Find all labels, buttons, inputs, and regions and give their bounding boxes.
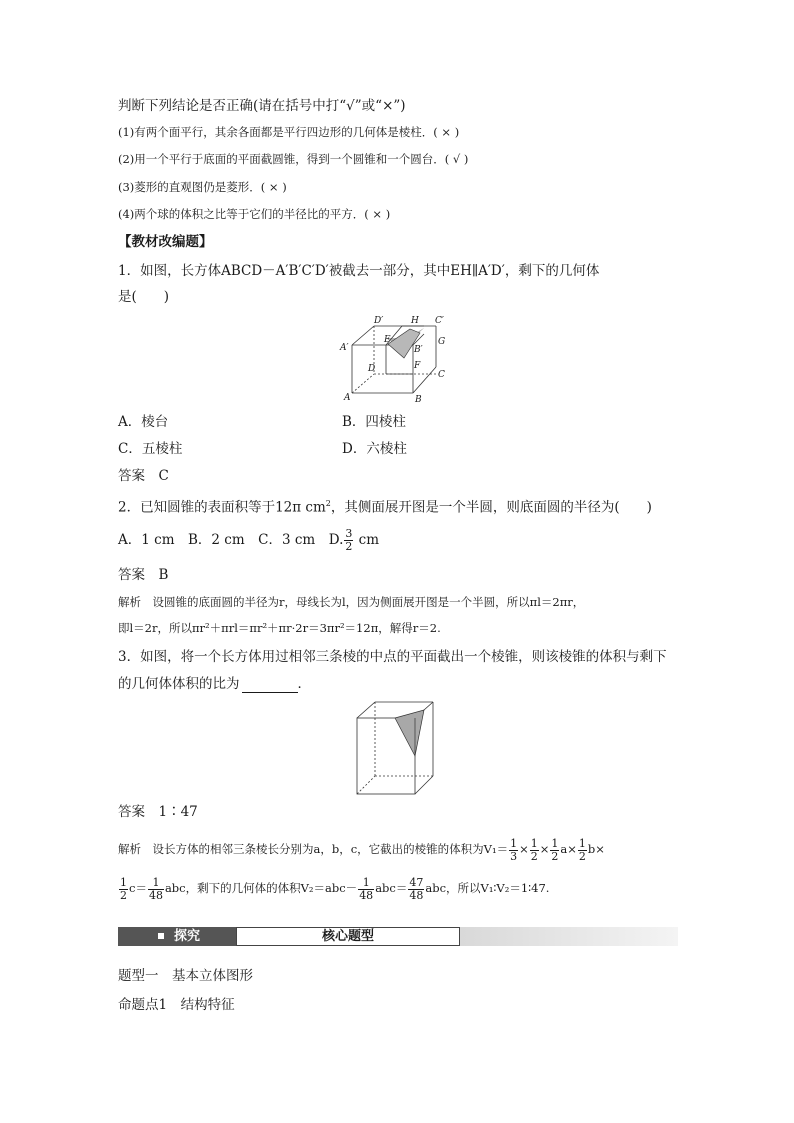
q1-option-d: D．六棱柱 [342,441,407,457]
q1-stem: 1．如图，长方体ABCD－A′B′C′D′被截去一部分，其中EH∥A′D′，剩下的几何体 [118,263,600,279]
fraction: $\frac{1}{2}$ [530,836,538,863]
fraction: $\frac{1}{48}$ [359,875,374,902]
q3-analysis-line1: 解析 设长方体的相邻三条棱长分别为a，b，c，它截出的棱锥的体积为V₁＝ $\frac{1}{3}$ × $\frac{1}{2}$ × $\frac{1}{2}$ a× $\frac{1}{2}$ b× [118,836,605,863]
q2-stem [118,495,652,517]
q2-option-d-fraction: $\frac{3}{2}$ [345,527,353,553]
label-a: A [344,393,351,403]
type-heading: 题型一 基本立体图形 [118,968,253,984]
q3-cuboid-figure [355,700,437,796]
label-e: E [384,335,391,345]
q3-stem: 3．如图，将一个长方体用过相邻三条棱的中点的平面截出一个棱锥，则该棱锥的体积与剩下 [118,649,667,665]
label-d: D [368,364,376,374]
label-cp: C′ [435,316,444,326]
q2-stem-suffix: ，其侧面展开图是一个半圆，则底面圆的半径为( ) [330,499,652,516]
q2-options [118,528,379,553]
fraction: $\frac{1}{3}$ [510,836,518,863]
judge-item-2: (2)用一个平行于底面的平面截圆锥，得到一个圆锥和一个圆台．( √ ) [118,152,469,166]
fraction: $\frac{47}{48}$ [409,875,424,902]
q2-option-d-unit: cm [354,532,380,548]
q3-stem-end: ． [297,676,311,692]
q3-analysis-text: 解析 设长方体的相邻三条棱长分别为a，b，c，它截出的棱锥的体积为V₁＝ [118,842,509,856]
point-heading: 命题点1 结构特征 [118,997,235,1013]
q2-options-text: A．1 cm B．2 cm C．3 cm D. [118,532,344,548]
q2-stem-prefix: 2．已知圆锥的表面积等于12π cm [118,499,326,516]
fraction: $\frac{1}{2}$ [120,875,127,902]
q1-stem-cont: 是( ) [118,289,170,305]
label-f: F [414,361,421,371]
label-dp: D′ [374,316,384,326]
label-c: C [438,370,445,380]
q2-answer: 答案 B [118,567,169,583]
q3-analysis-line2: $\frac{1}{2}$ c＝ $\frac{1}{48}$ abc，剩下的几何体的体积V₂＝abc－ $\frac{1}{48}$ abc＝ $\frac{47}{48}$ abc，所以V₁∶V₂＝1∶47. [120,875,550,902]
banner-left [118,927,236,946]
fraction: $\frac{1}{48}$ [148,875,163,902]
q3-stem-cont [118,675,311,693]
fraction: $\frac{1}{2}$ [551,836,559,863]
banner-left-text: 探究 [174,929,201,944]
q2-analysis-line2: 即l＝2r，所以πr²＋πrl＝πr²＋πr·2r＝3πr²＝12π，解得r＝2. [118,621,441,635]
fraction: $\frac{1}{2}$ [578,836,586,863]
q1-answer: 答案 C [118,468,169,484]
q2-stem-sup: 2 [325,499,331,508]
q1-option-a: A．棱台 [118,414,169,430]
label-h: H [411,316,419,326]
square-bullet-icon [158,933,164,939]
banner-tab: 核心题型 [236,927,460,946]
q3-answer-blank [242,678,298,693]
q3-stem-text: 的几何体体积的比为 [118,676,240,692]
judge-item-3: (3)菱形的直观图仍是菱形．( × ) [118,180,287,194]
q1-option-c: C．五棱柱 [118,441,183,457]
label-ap: A′ [340,343,349,353]
section-banner [118,927,678,946]
label-g: G [438,337,446,347]
judge-item-1: (1)有两个面平行，其余各面都是平行四边形的几何体是棱柱．( × ) [118,125,460,139]
judge-item-4: (4)两个球的体积之比等于它们的半径比的平方．( × ) [118,207,391,221]
section-tag: 【教材改编题】 [118,234,213,250]
q3-answer: 答案 1∶47 [118,804,198,820]
label-b: B [415,395,422,404]
q1-option-b: B．四棱柱 [342,414,406,430]
q1-cuboid-figure [338,312,458,404]
q2-analysis-line1: 解析 设圆锥的底面圆的半径为r，母线长为l，因为侧面展开图是一个半圆，所以πl＝2πr， [118,595,585,609]
intro-title: 判断下列结论是否正确(请在括号中打“√”或“×”) [118,98,406,114]
label-bp: B′ [414,345,423,355]
